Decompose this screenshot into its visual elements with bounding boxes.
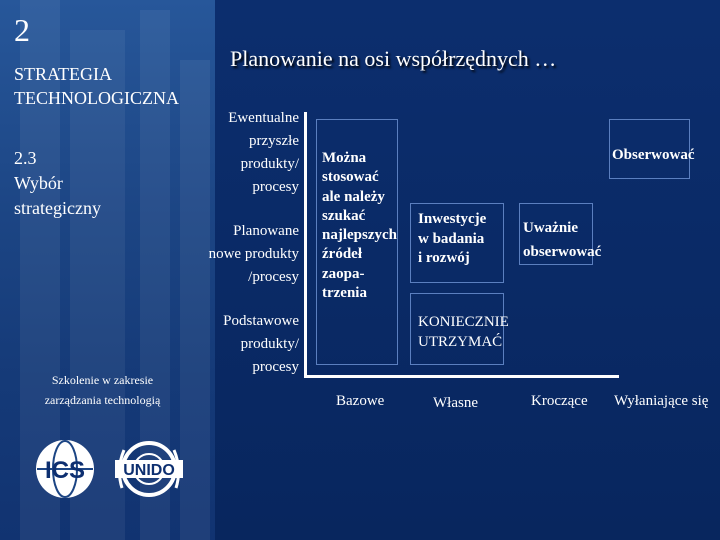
cell-line: obserwować bbox=[523, 244, 602, 260]
section-title-line: STRATEGIA bbox=[14, 64, 112, 84]
cell-text-invest bbox=[418, 210, 518, 269]
y-label-line: Podstawowe bbox=[223, 313, 299, 329]
cell-line: źródeł bbox=[322, 246, 362, 263]
unido-logo-text: UNIDO bbox=[123, 462, 175, 479]
ics-logo bbox=[34, 438, 96, 500]
cell-line: w badania bbox=[418, 230, 485, 247]
subsection-line: Wybór bbox=[14, 173, 63, 193]
cell-text-source bbox=[322, 149, 412, 303]
section-title bbox=[14, 62, 179, 110]
cell-line: ale należy bbox=[322, 188, 385, 205]
y-label-base-products bbox=[223, 310, 299, 379]
training-line: zarządzania technologią bbox=[44, 393, 161, 407]
cell-line: Inwestycje bbox=[418, 211, 487, 227]
cell-line: Uważnie bbox=[523, 220, 578, 236]
y-label-line: procesy bbox=[252, 179, 299, 195]
cell-line: trzenia bbox=[322, 285, 367, 302]
building-decoration bbox=[180, 60, 210, 540]
cell-line: Można bbox=[322, 150, 367, 166]
subsection-line: strategiczny bbox=[14, 198, 101, 218]
cell-line: KONIECZNIE bbox=[418, 314, 509, 330]
cell-text-maintain bbox=[418, 312, 538, 352]
y-label-line: przyszłe bbox=[249, 133, 299, 149]
training-caption bbox=[20, 370, 185, 410]
slide-title: Planowanie na osi współrzędnych … bbox=[230, 46, 557, 71]
y-label-line: Ewentualne bbox=[228, 110, 299, 126]
y-label-line: /procesy bbox=[248, 269, 299, 285]
cell-text-watch-carefully bbox=[523, 216, 623, 264]
training-line: Szkolenie w zakresie bbox=[51, 373, 154, 387]
y-label-line: produkty/ bbox=[240, 156, 299, 172]
cell-text-observe bbox=[612, 145, 720, 165]
x-label-pacing: Kroczące bbox=[531, 393, 588, 409]
y-label-future-products bbox=[228, 107, 299, 199]
subsection-number: 2.3 bbox=[14, 148, 37, 168]
cell-line: szukać bbox=[322, 207, 366, 224]
y-label-line: nowe produkty bbox=[208, 246, 299, 262]
x-label-own: Własne bbox=[433, 395, 478, 411]
y-label-line: Planowane bbox=[233, 223, 299, 239]
cell-line: zaopa- bbox=[322, 265, 365, 282]
x-label-emerging: Wyłaniające się bbox=[614, 393, 709, 409]
x-label-base: Bazowe bbox=[336, 393, 385, 409]
section-number: 2 bbox=[14, 12, 30, 48]
cell-line: Obserwować bbox=[612, 147, 695, 163]
y-axis-line bbox=[304, 112, 307, 378]
y-label-line: procesy bbox=[252, 359, 299, 375]
section-title-line: TECHNOLOGICZNA bbox=[14, 88, 179, 108]
cell-line: UTRZYMAĆ bbox=[418, 334, 503, 350]
subsection-title bbox=[14, 146, 101, 221]
cell-line: i rozwój bbox=[418, 250, 470, 266]
cell-line: najlepszych bbox=[322, 227, 397, 244]
y-label-line: produkty/ bbox=[240, 336, 299, 352]
ics-logo-text: ICS bbox=[44, 457, 86, 484]
y-label-planned-products bbox=[209, 220, 299, 289]
cell-line: stosować bbox=[322, 169, 379, 186]
unido-logo bbox=[114, 436, 184, 502]
x-axis-line bbox=[304, 375, 619, 378]
